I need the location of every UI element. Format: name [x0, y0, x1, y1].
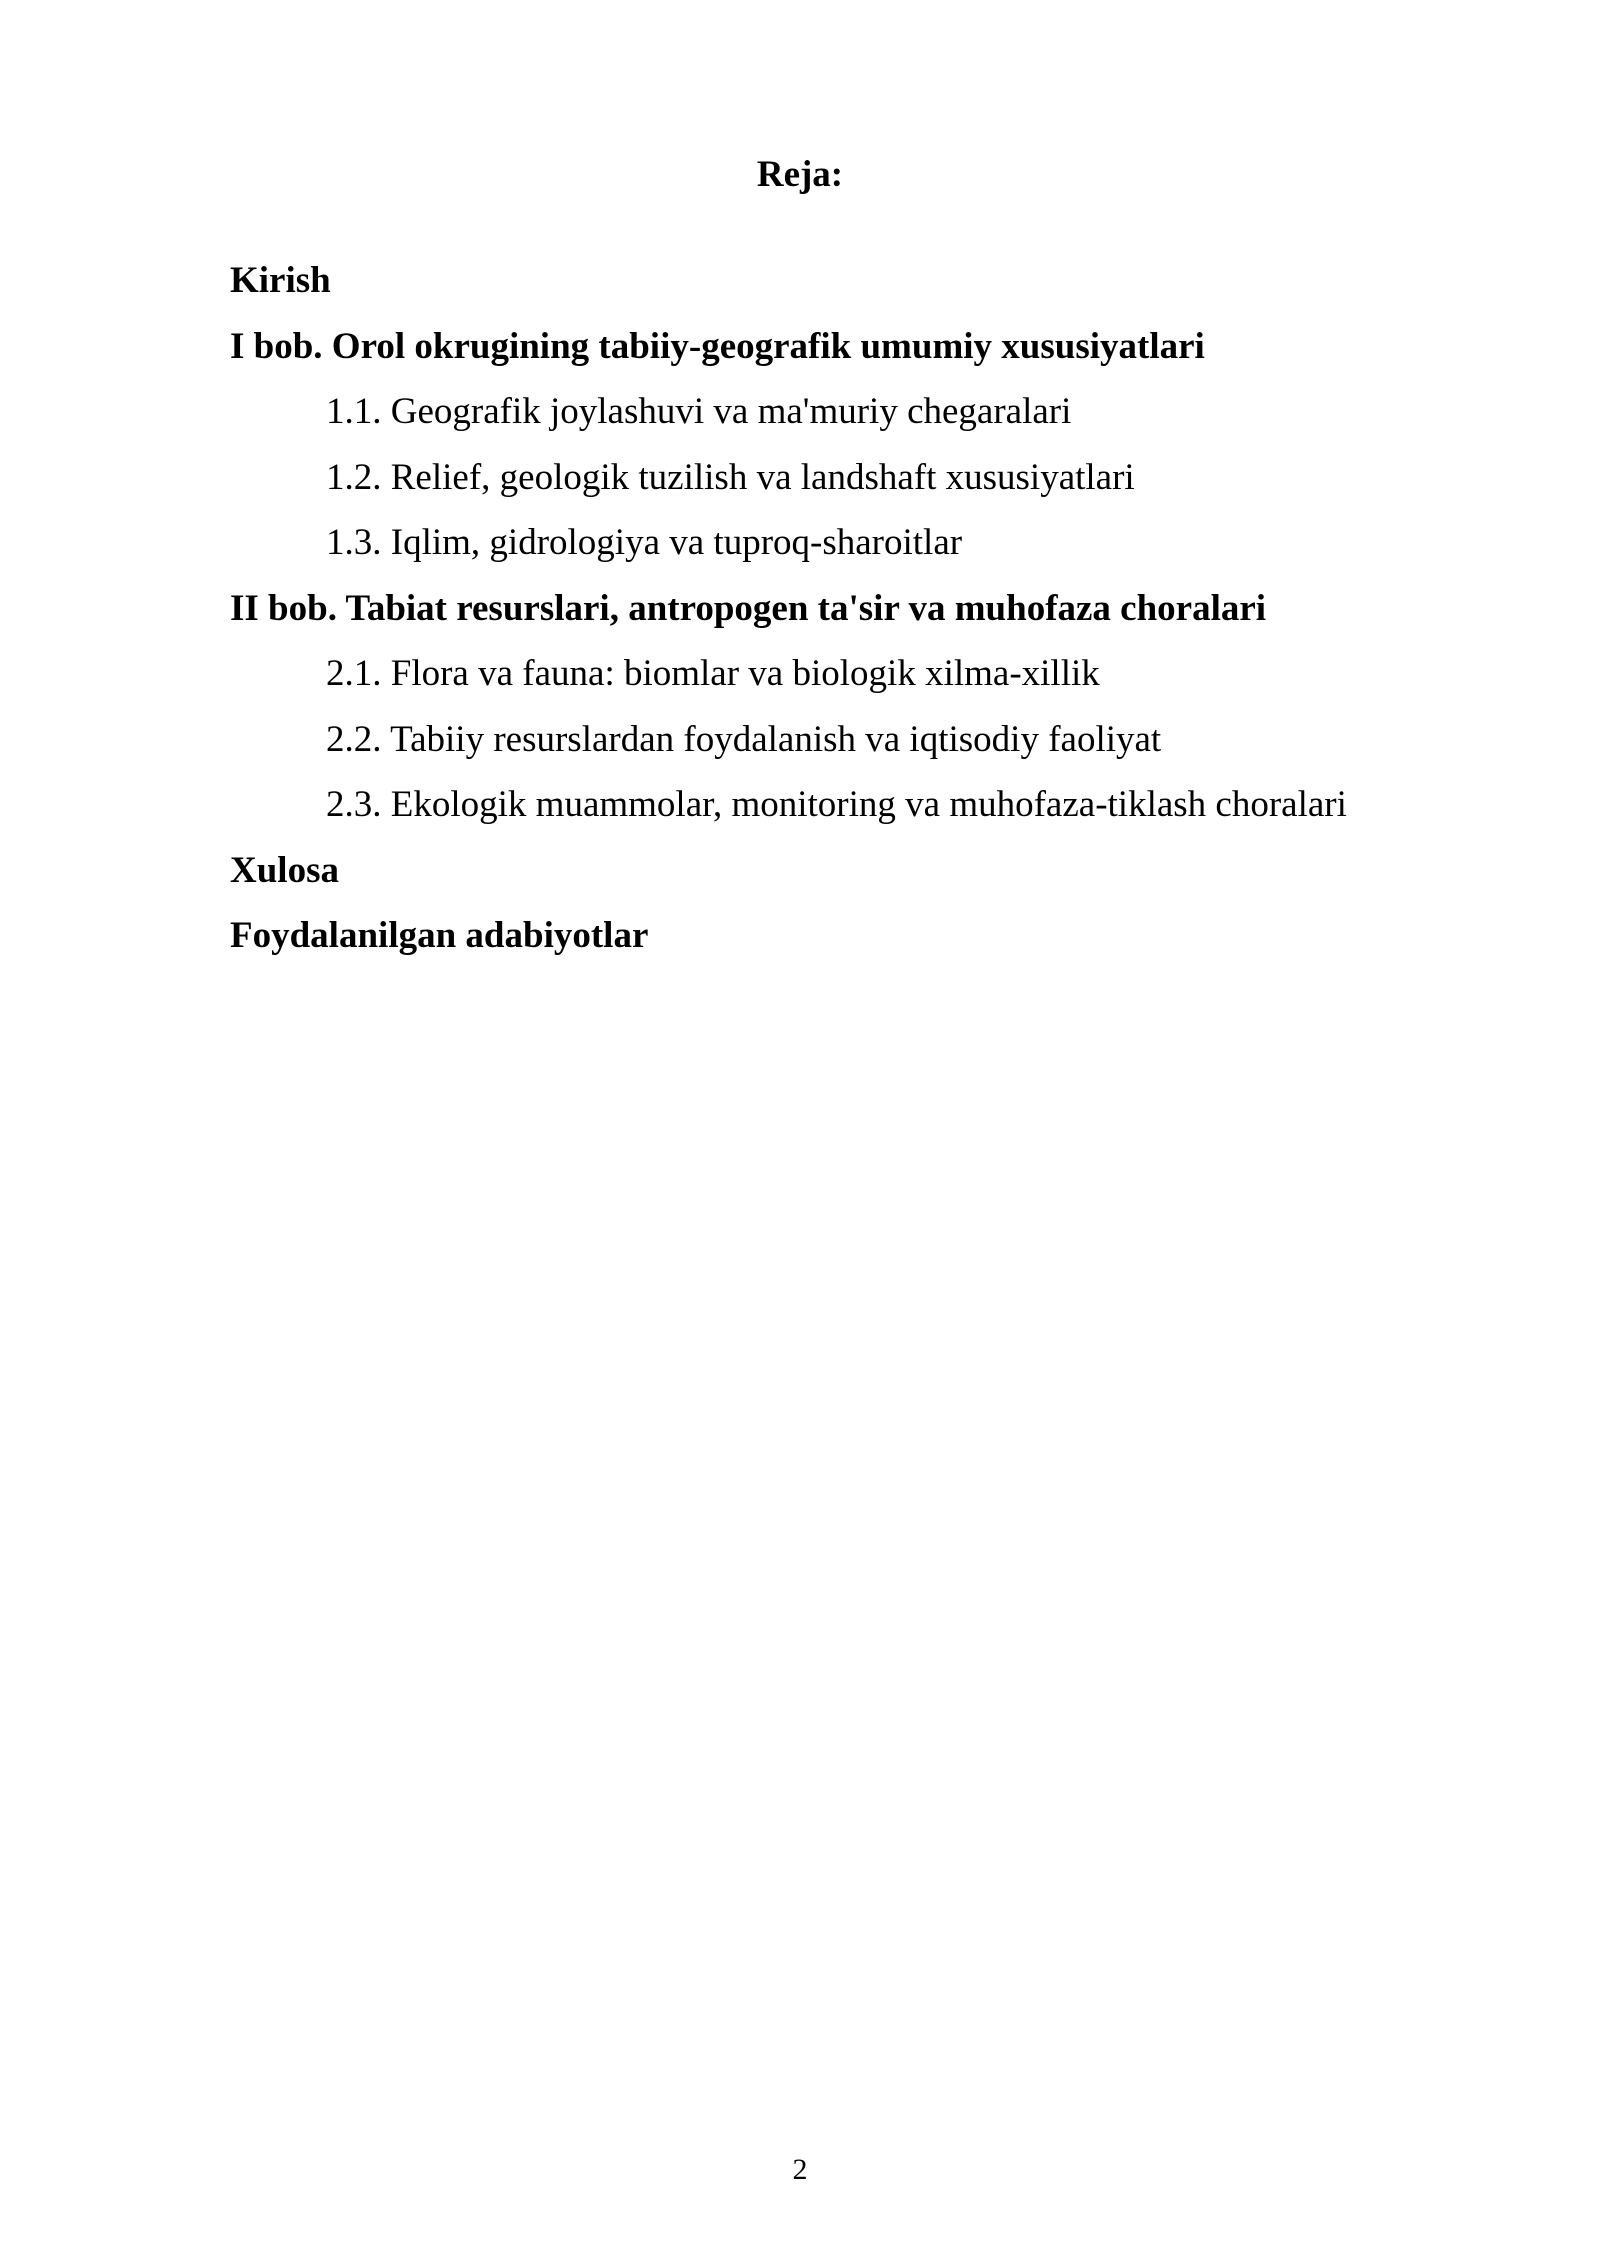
- toc-section-1-1: 1.1. Geografik joylashuvi va ma'muriy chegaralari: [326, 391, 1072, 432]
- toc-item-kirish: Kirish: [230, 260, 331, 301]
- toc-section-2-3: 2.3. Ekologik muammolar, monitoring va muhofaza-tiklash choralari: [326, 784, 1347, 825]
- toc-item-adabiyotlar: Foydalanilgan adabiyotlar: [230, 915, 649, 956]
- toc-item-xulosa: Xulosa: [230, 849, 339, 891]
- table-of-contents: [230, 248, 1530, 969]
- toc-chapter-1: I bob. Orol okrugining tabiiy-geografik umumiy xususiyatlari: [230, 325, 1205, 367]
- toc-section-1-2: 1.2. Relief, geologik tuzilish va landshaft xususiyatlari: [326, 456, 1135, 498]
- toc-chapter-2: II bob. Tabiat resurslari, antropogen ta'sir va muhofaza choralari: [230, 587, 1267, 629]
- page-number: 2: [792, 2153, 808, 2186]
- toc-section-1-3: 1.3. Iqlim, gidrologiya va tuproq-sharoitlar: [326, 522, 963, 563]
- toc-section-2-2: 2.2. Tabiiy resurslardan foydalanish va iqtisodiy faoliyat: [326, 718, 1162, 760]
- page-title: Reja:: [756, 154, 844, 195]
- toc-section-2-1: 2.1. Flora va fauna: biomlar va biologik xilma-xillik: [326, 653, 1100, 694]
